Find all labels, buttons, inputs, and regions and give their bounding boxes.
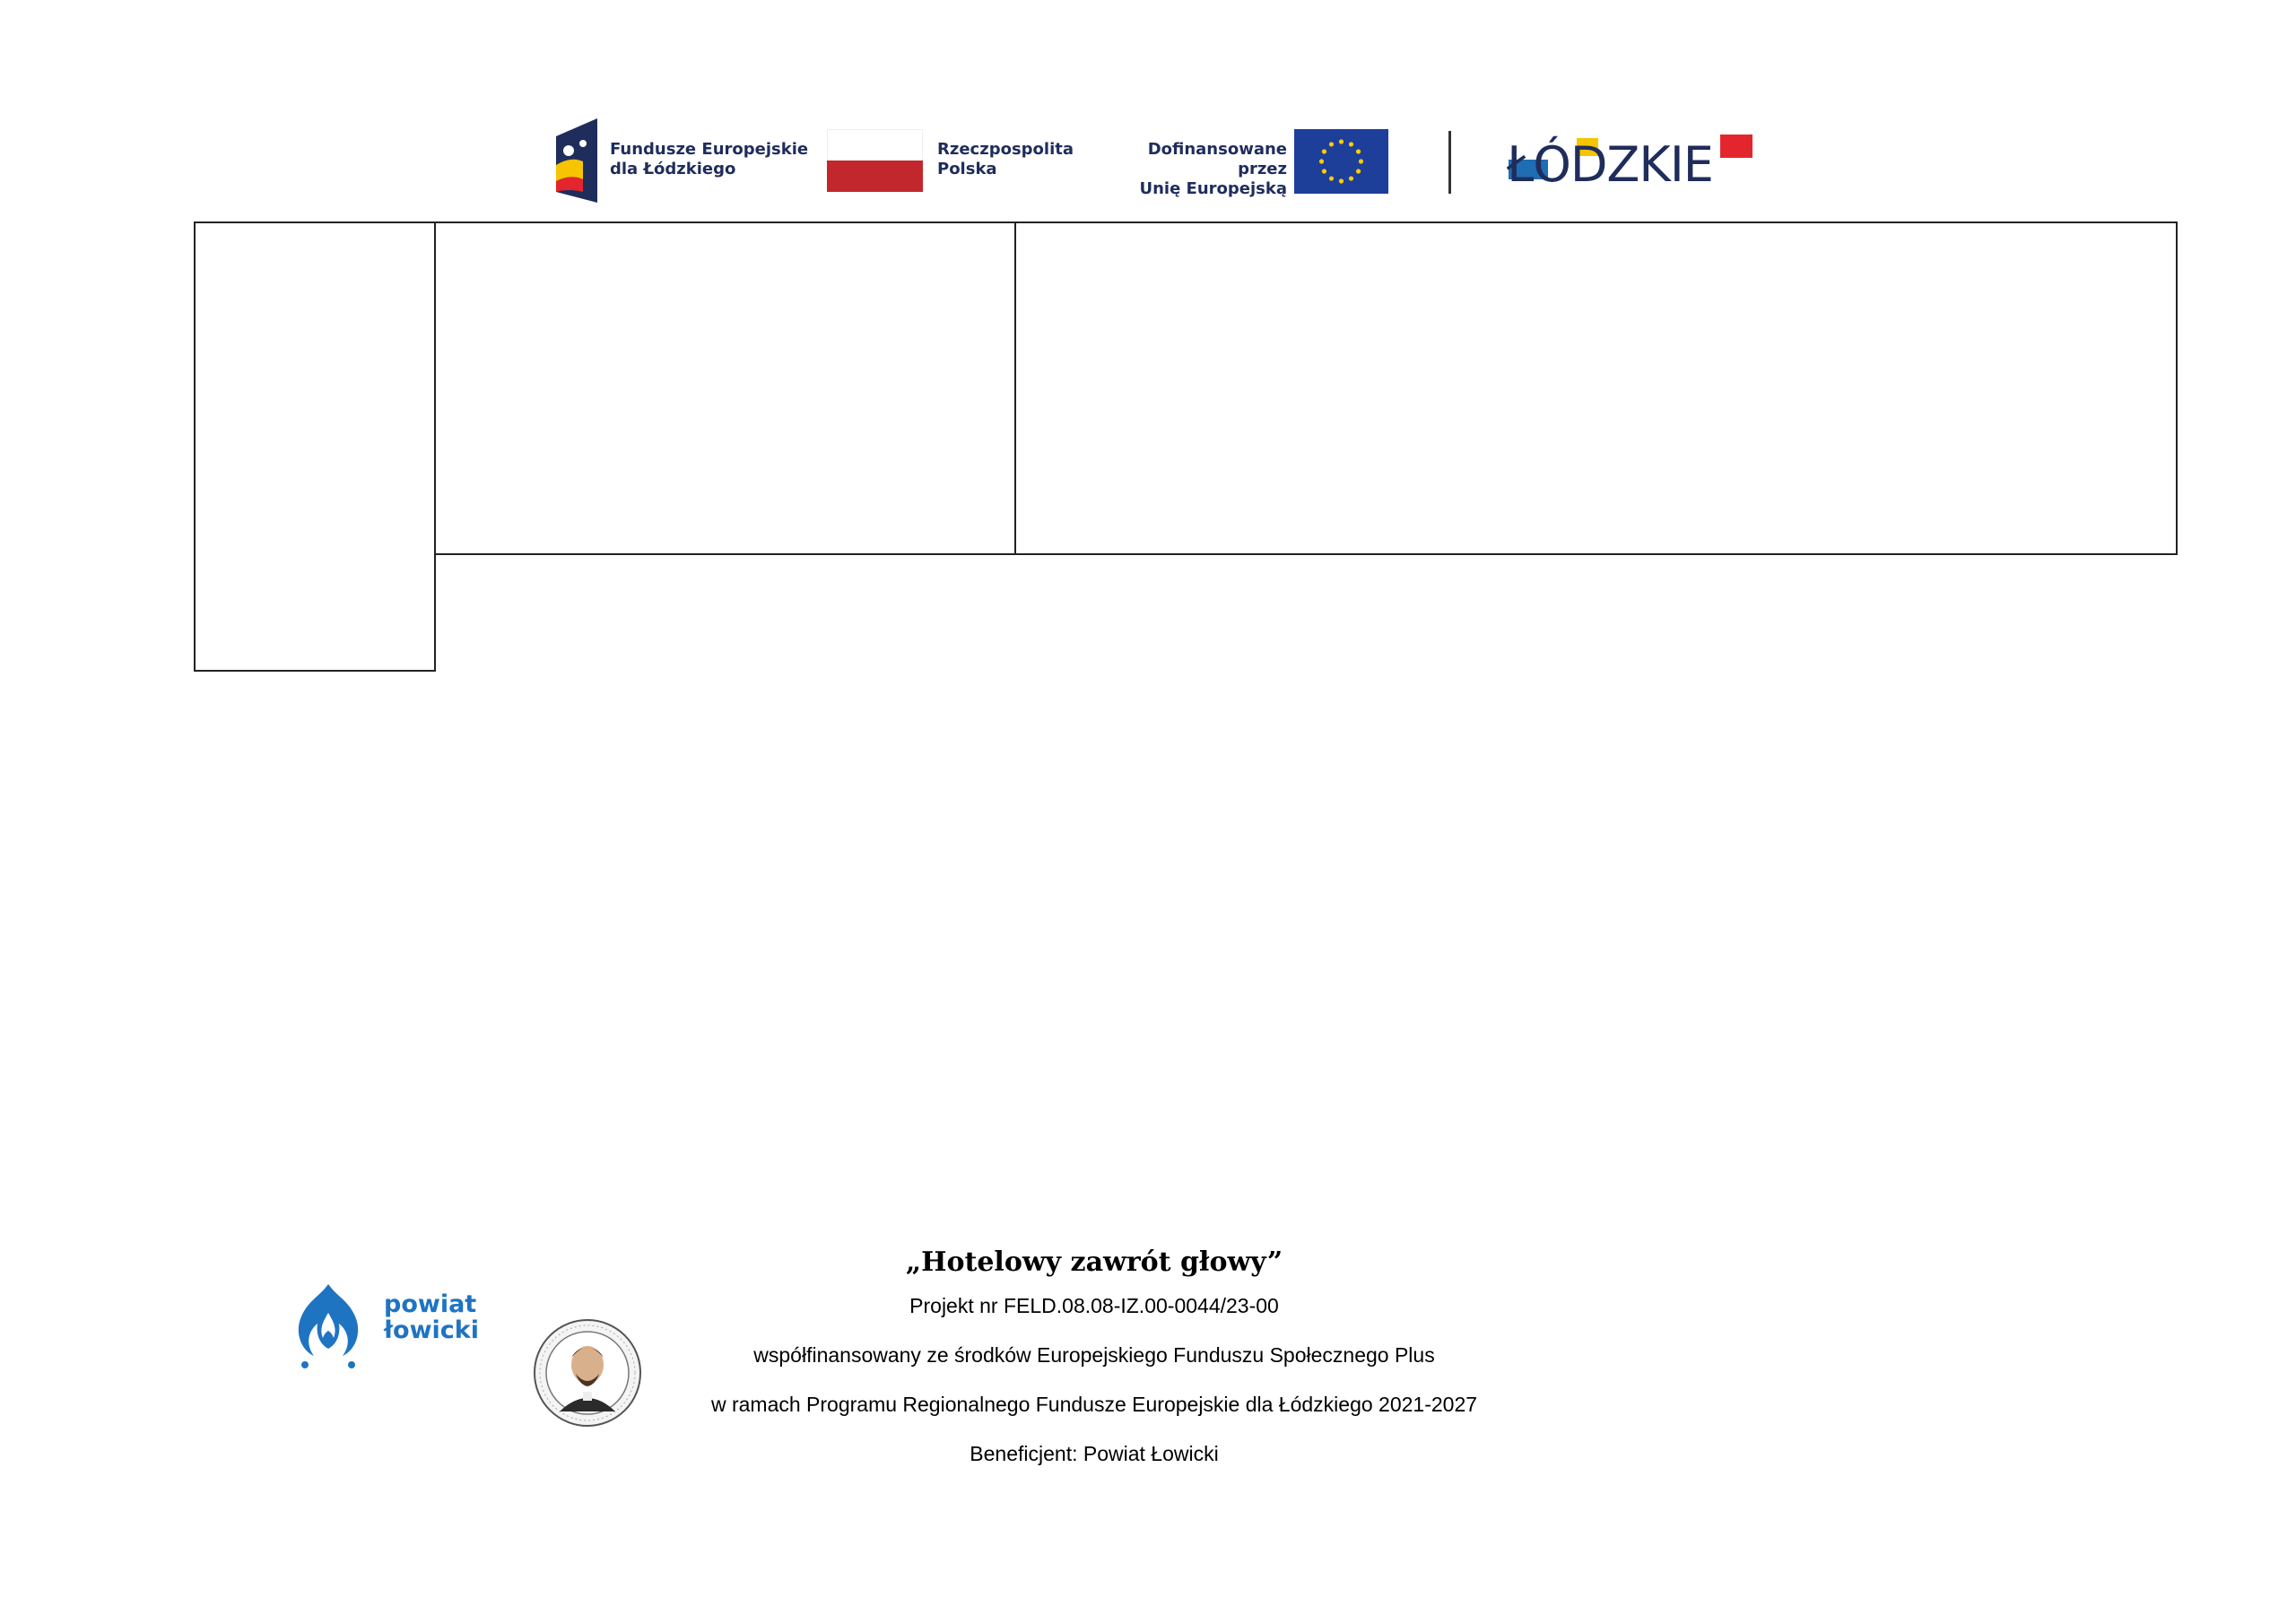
eu-star-icon bbox=[1349, 142, 1353, 146]
school-seal-icon bbox=[533, 1318, 642, 1428]
project-title: „Hotelowy zawrót głowy” bbox=[905, 1246, 1283, 1278]
eu-cofunding-text: Dofinansowane przez Unię Europejską bbox=[1139, 140, 1287, 198]
table-cell-left bbox=[194, 221, 436, 672]
programme-text: w ramach Programu Regionalnego Fundusze Europejskie dla Łódzkiego 2021-2027 bbox=[710, 1393, 1478, 1416]
eu-star-icon bbox=[1322, 169, 1326, 173]
rzeczpospolita-text: Rzeczpospolita Polska bbox=[937, 140, 1074, 178]
table-cell-middle bbox=[434, 221, 1016, 555]
eu-star-icon bbox=[1356, 149, 1361, 153]
lodzkie-text: ŁÓDZKIE bbox=[1507, 136, 1713, 193]
eu-star-icon bbox=[1322, 149, 1326, 153]
powiat-lowicki-text: powiat łowicki bbox=[384, 1290, 479, 1344]
poland-flag bbox=[827, 129, 923, 192]
eu-star-icon bbox=[1356, 169, 1361, 173]
project-number: Projekt nr FELD.08.08-IZ.00-0044/23-00 bbox=[909, 1294, 1279, 1317]
powiat-lowicki-logo bbox=[292, 1281, 481, 1370]
lodzkie-logo bbox=[1507, 126, 1758, 197]
eu-star-icon bbox=[1359, 159, 1363, 163]
fundusze-europejskie-emblem bbox=[551, 117, 603, 204]
eu-flag-icon bbox=[1294, 129, 1388, 194]
logo-divider bbox=[1448, 131, 1451, 194]
powiat-flame-icon bbox=[292, 1281, 364, 1370]
beneficiary-text: Beneficjent: Powiat Łowicki bbox=[970, 1442, 1219, 1465]
fundusze-europejskie-text: Fundusze Europejskie dla Łódzkiego bbox=[610, 140, 809, 178]
logo-strip bbox=[538, 90, 1776, 215]
cofinancing-text: współfinansowany ze środków Europejskiego Funduszu Społecznego Plus bbox=[753, 1343, 1435, 1367]
eu-star-icon bbox=[1339, 139, 1344, 143]
eu-star-icon bbox=[1329, 176, 1334, 180]
table-cell-right bbox=[1014, 221, 2178, 555]
eu-star-icon bbox=[1329, 142, 1334, 146]
footer-project-info bbox=[628, 1245, 1561, 1490]
eu-star-icon bbox=[1349, 176, 1353, 180]
eu-star-icon bbox=[1339, 178, 1344, 183]
eu-star-icon bbox=[1319, 159, 1324, 163]
